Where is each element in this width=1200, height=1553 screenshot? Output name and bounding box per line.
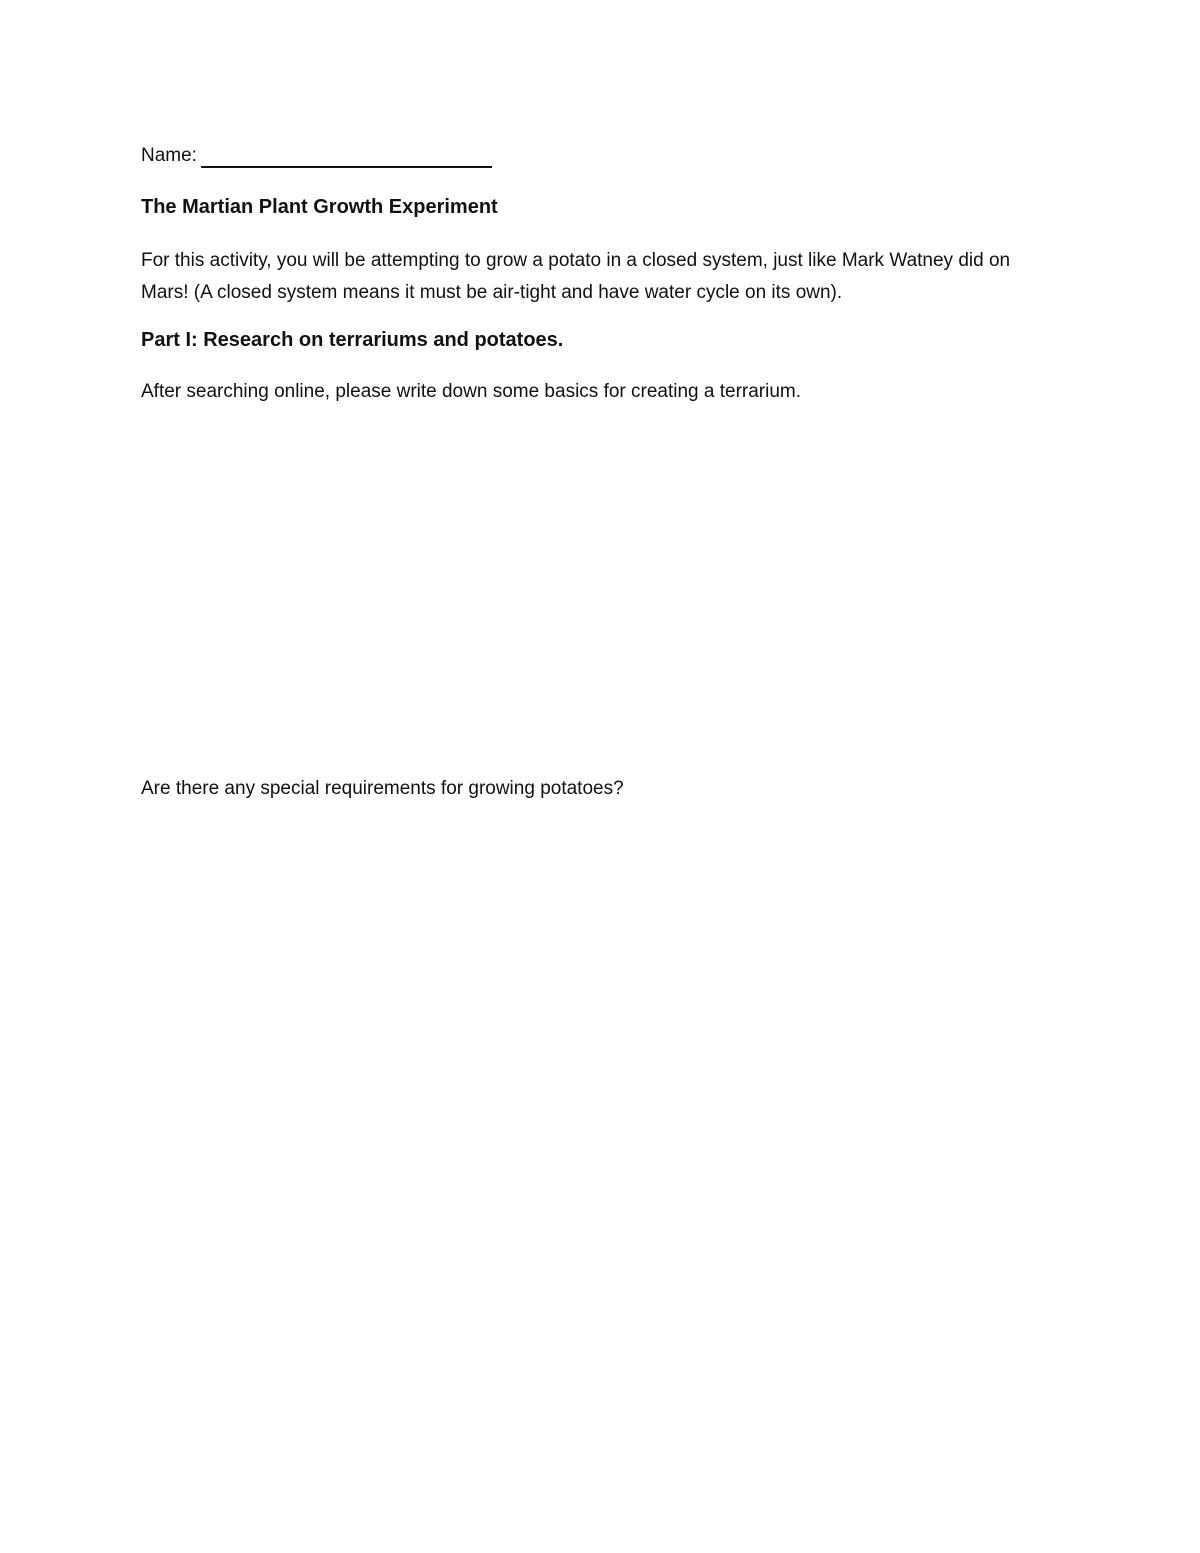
part-1-heading: Part I: Research on terrariums and potatoes. bbox=[141, 329, 564, 351]
answer-area-terrarium-basics[interactable] bbox=[141, 412, 1061, 762]
answer-area-potato-requirements[interactable] bbox=[141, 810, 1061, 1410]
document-title: The Martian Plant Growth Experiment bbox=[141, 196, 498, 218]
question-potato-requirements: Are there any special requirements for growing potatoes? bbox=[141, 778, 624, 799]
intro-paragraph: For this activity, you will be attempting to grow a potato in a closed system, just like Mark Watney did on Mars! (A closed system means it must be air-tight and have water cycle on its own). bbox=[141, 250, 1011, 303]
name-blank-line[interactable] bbox=[201, 146, 492, 168]
name-label: Name: bbox=[141, 145, 197, 166]
question-terrarium-basics: After searching online, please write down some basics for creating a terrarium. bbox=[141, 381, 802, 402]
name-field-row bbox=[141, 144, 492, 168]
